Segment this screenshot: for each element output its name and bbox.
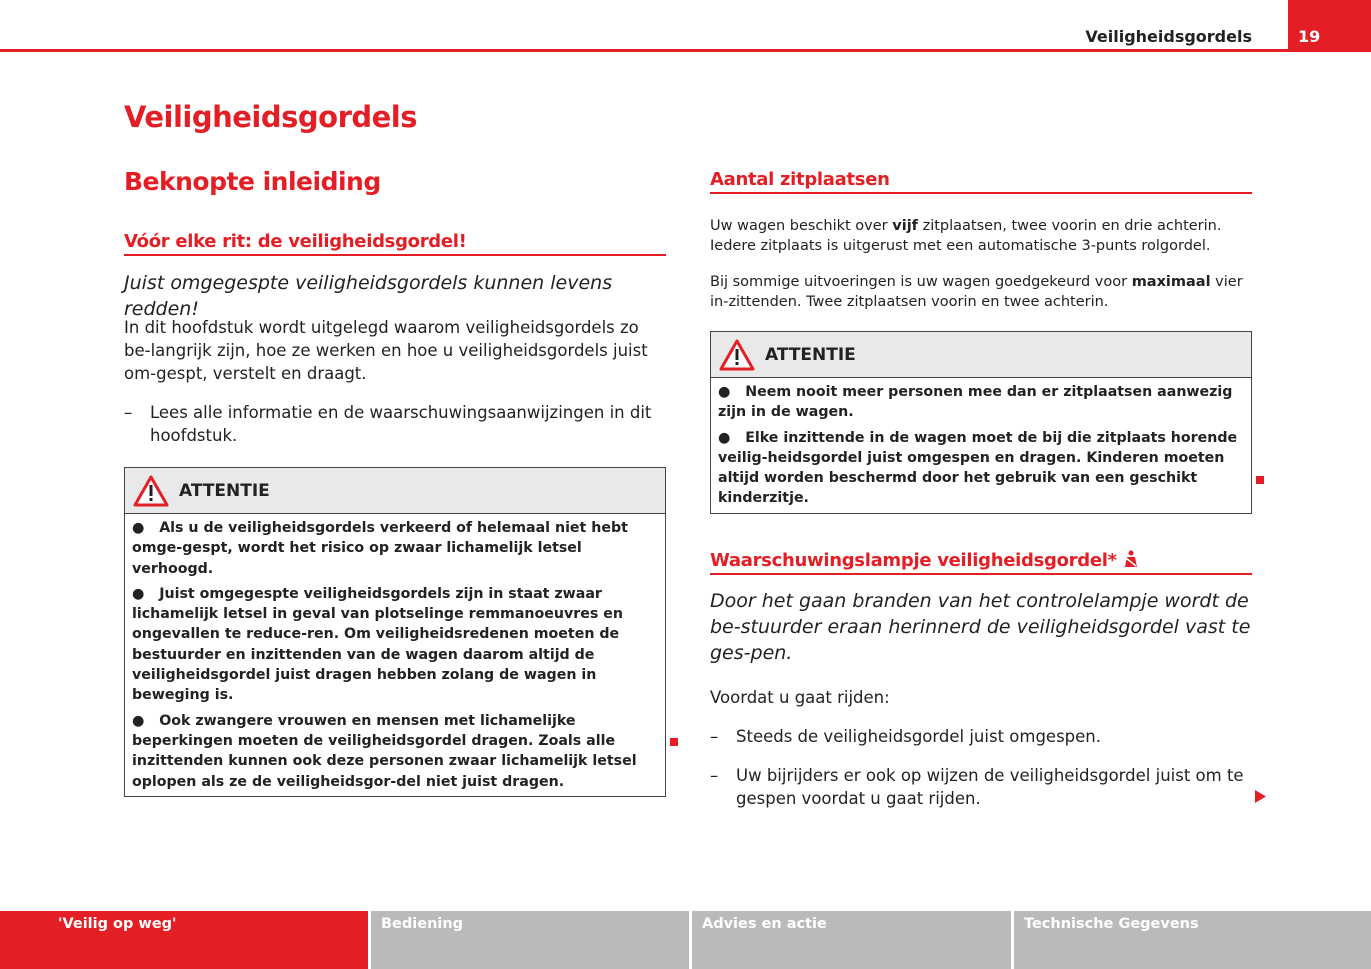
list-item: – Uw bijrijders er ook op wijzen de veiligheidsgordel juist om te gespen voordat u gaat rijden. [710,766,1244,808]
lead-text: Juist omgegespte veiligheidsgordels kunnen levens redden! [124,272,613,320]
section-title-seatbelt-lamp: Waarschuwingslampje veiligheidsgordel* [710,550,1252,575]
warning-box-seats [710,331,1252,514]
warning-triangle-icon [133,475,169,507]
header-rule [0,49,1371,52]
end-marker-icon [670,738,678,746]
seatbelt-warning-icon [1123,550,1139,568]
page-title: Veiligheidsgordels [124,100,417,134]
subtitle: Beknopte inleiding [124,167,381,196]
warning-item: ● Neem nooit meer personen mee dan er zitplaatsen aanwezig zijn in de wagen. [718,384,1233,421]
list-item: – Steeds de veiligheidsgordel juist omgespen. [710,727,1102,746]
section-title: Vóór elke rit: de veiligheidsgordel! [124,231,666,256]
intro-text: Voordat u gaat rijden: [710,688,890,707]
warning-item: ● Als u de veiligheidsgordels verkeerd of helemaal niet hebt omge-gespt, wordt het risico op zwaar lichamelijk letsel verhoogd. [132,520,628,577]
warning-title: ATTENTIE [765,344,856,365]
seats-paragraph-1: Uw wagen beschikt over vijf zitplaatsen, twee voorin en drie achterin. Iedere zitplaats is uitgerust met een automatische 3-punts rolgordel. [710,218,1222,254]
warning-box [124,467,666,797]
end-marker-icon [1256,476,1264,484]
tab-technische-gegevens[interactable]: Technische Gegevens [1014,911,1371,969]
seats-paragraph-2: Bij sommige uitvoeringen is uw wagen goedgekeurd voor maximaal vier in-zittenden. Twee zitplaatsen voorin en twee achterin. [710,274,1243,310]
warning-title: ATTENTIE [179,480,270,501]
warning-item: ● Elke inzittende in de wagen moet de bij die zitplaats horende veilig-heidsgordel juist omgespen en dragen. Kinderen moeten altijd worden beschermd door het gebruik van een geschikt kinderzitje. [718,429,1238,507]
warning-item: ● Ook zwangere vrouwen en mensen met lichamelijke beperkingen moeten de veiligheidsgordel dragen. Zoals alle inzittenden kunnen ook deze personen zwaar lichamelijk letsel oplopen als ze de veiligheidsgor-del niet juist dragen. [132,712,637,790]
tab-veilig-op-weg[interactable]: 'Veilig op weg' [0,911,368,969]
warning-item: ● Juist omgegespte veiligheidsgordels zijn in staat zwaar lichamelijk letsel in geval van plotselinge remmanoeuvres en ongevallen te reduce-ren. Om veiligheidsredenen moeten de bestuurder en inzittenden van de wagen daarom altijd de veiligheidsgordel juist dragen hebben zolang de wagen in beweging is. [132,585,623,704]
running-header: Veiligheidsgordels [1085,27,1252,46]
section-title-seats: Aantal zitplaatsen [710,169,1252,194]
intro-paragraph: In dit hoofdstuk wordt uitgelegd waarom veiligheidsgordels zo be-langrijk zijn, hoe ze werken en hoe u veiligheidsgordels juist om-gespt, verstelt en draagt. [124,318,648,383]
tab-advies-en-actie[interactable]: Advies en actie [692,911,1011,969]
page-number: 19 [1288,0,1371,52]
tab-bediening[interactable]: Bediening [371,911,689,969]
list-item: – Lees alle informatie en de waarschuwingsaanwijzingen in dit hoofdstuk. [124,403,652,445]
continue-arrow-icon [1255,790,1267,803]
warning-triangle-icon [719,339,755,371]
lead-text-lamp: Door het gaan branden van het controlelampje wordt de be-stuurder eraan herinnerd de veiligheidsgordel vast te ges-pen. [710,590,1251,664]
